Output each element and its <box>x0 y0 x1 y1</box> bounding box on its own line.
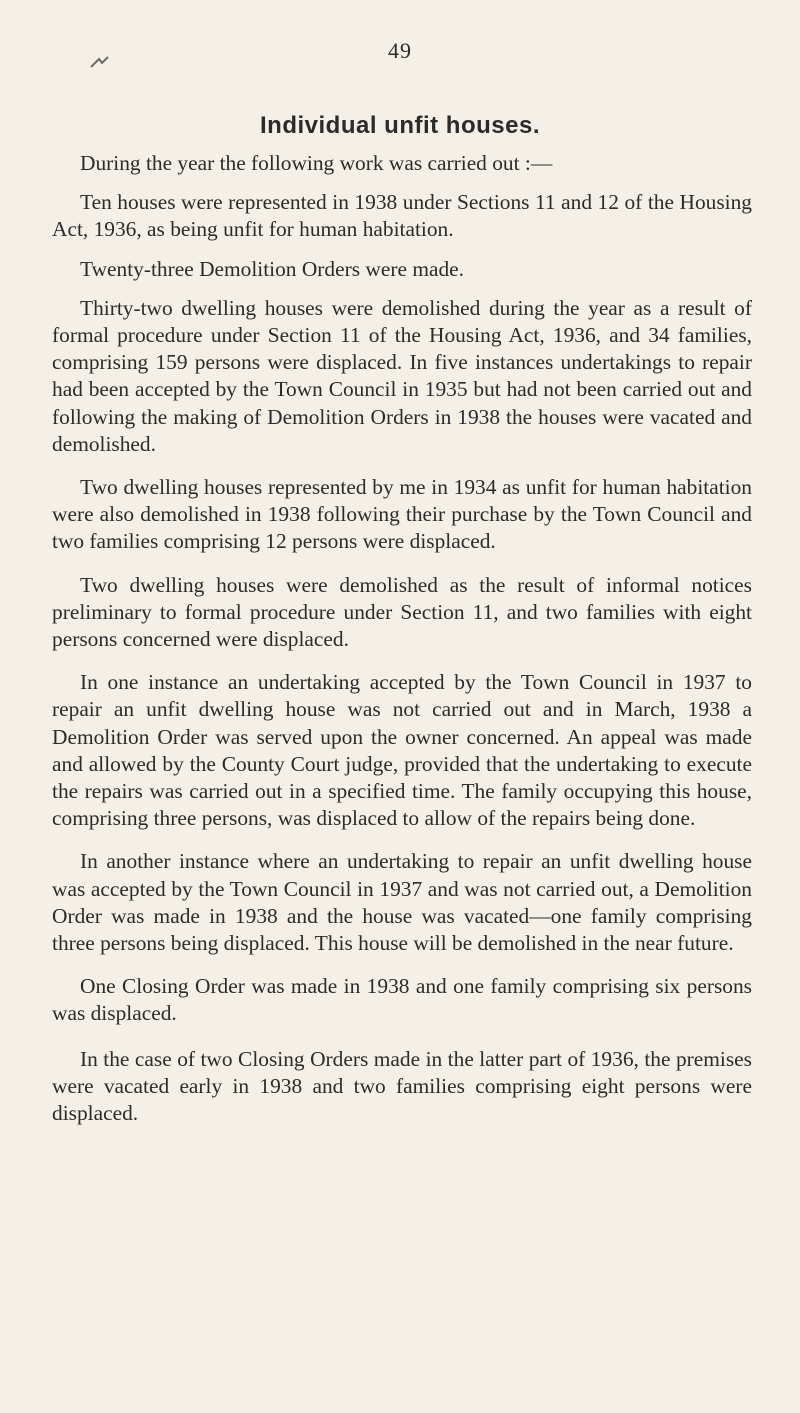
document-body <box>52 150 752 1127</box>
paragraph: Twenty-three Demolition Orders were made. <box>80 256 464 281</box>
paragraph: Two dwelling houses represented by me in 1934 as unfit for human habitation were also demolished in 1938 following their purchase by the Town Council and two families comprising 12 persons were displaced. <box>52 475 752 554</box>
paragraph: Thirty-two dwelling houses were demolished during the year as a result of formal procedure under Section 11 of the Housing Act, 1936, and 34 families, comprising 159 persons were displaced. In five instances undertakings to repair had been accepted by the Town Council in 1935 but had not been carried out and following the making of Demolition Orders in 1938 the houses were vacated and demolished. <box>52 295 752 456</box>
paragraph: In another instance where an undertaking to repair an unfit dwelling house was accepted by the Town Council in 1937 and was not carried out, a Demolition Order was made in 1938 and the house was vacated—one family comprising three persons being displaced. This house will be demolished in the near future. <box>52 849 752 956</box>
paragraph: One Closing Order was made in 1938 and one family comprising six persons was displaced. <box>52 974 752 1026</box>
paragraph: Ten houses were represented in 1938 under Sections 11 and 12 of the Housing Act, 1936, as being unfit for human habitation. <box>52 190 752 242</box>
paragraph: In the case of two Closing Orders made in the latter part of 1936, the premises were vacated early in 1938 and two families comprising eight persons were displaced. <box>52 1046 752 1126</box>
section-heading: Individual unfit houses. <box>259 112 540 139</box>
paragraph: During the year the following work was carried out :— <box>80 151 553 175</box>
paragraph: In one instance an undertaking accepted by the Town Council in 1937 to repair an unfit dwelling house was not carried out and in March, 1938 a Demolition Order was served upon the owner concerned. An appeal was made and allowed by the County Court judge, provided that the undertaking to execute the repairs was carried out in a specified time. The family occupying this house, comprising three persons, was displaced to allow of the repairs being done. <box>52 670 752 831</box>
paragraph: Two dwelling houses were demolished as the result of informal notices preliminary to formal procedure under Section 11, and two families with eight persons concerned were displaced. <box>52 572 752 652</box>
page-number: 49 <box>388 38 412 63</box>
